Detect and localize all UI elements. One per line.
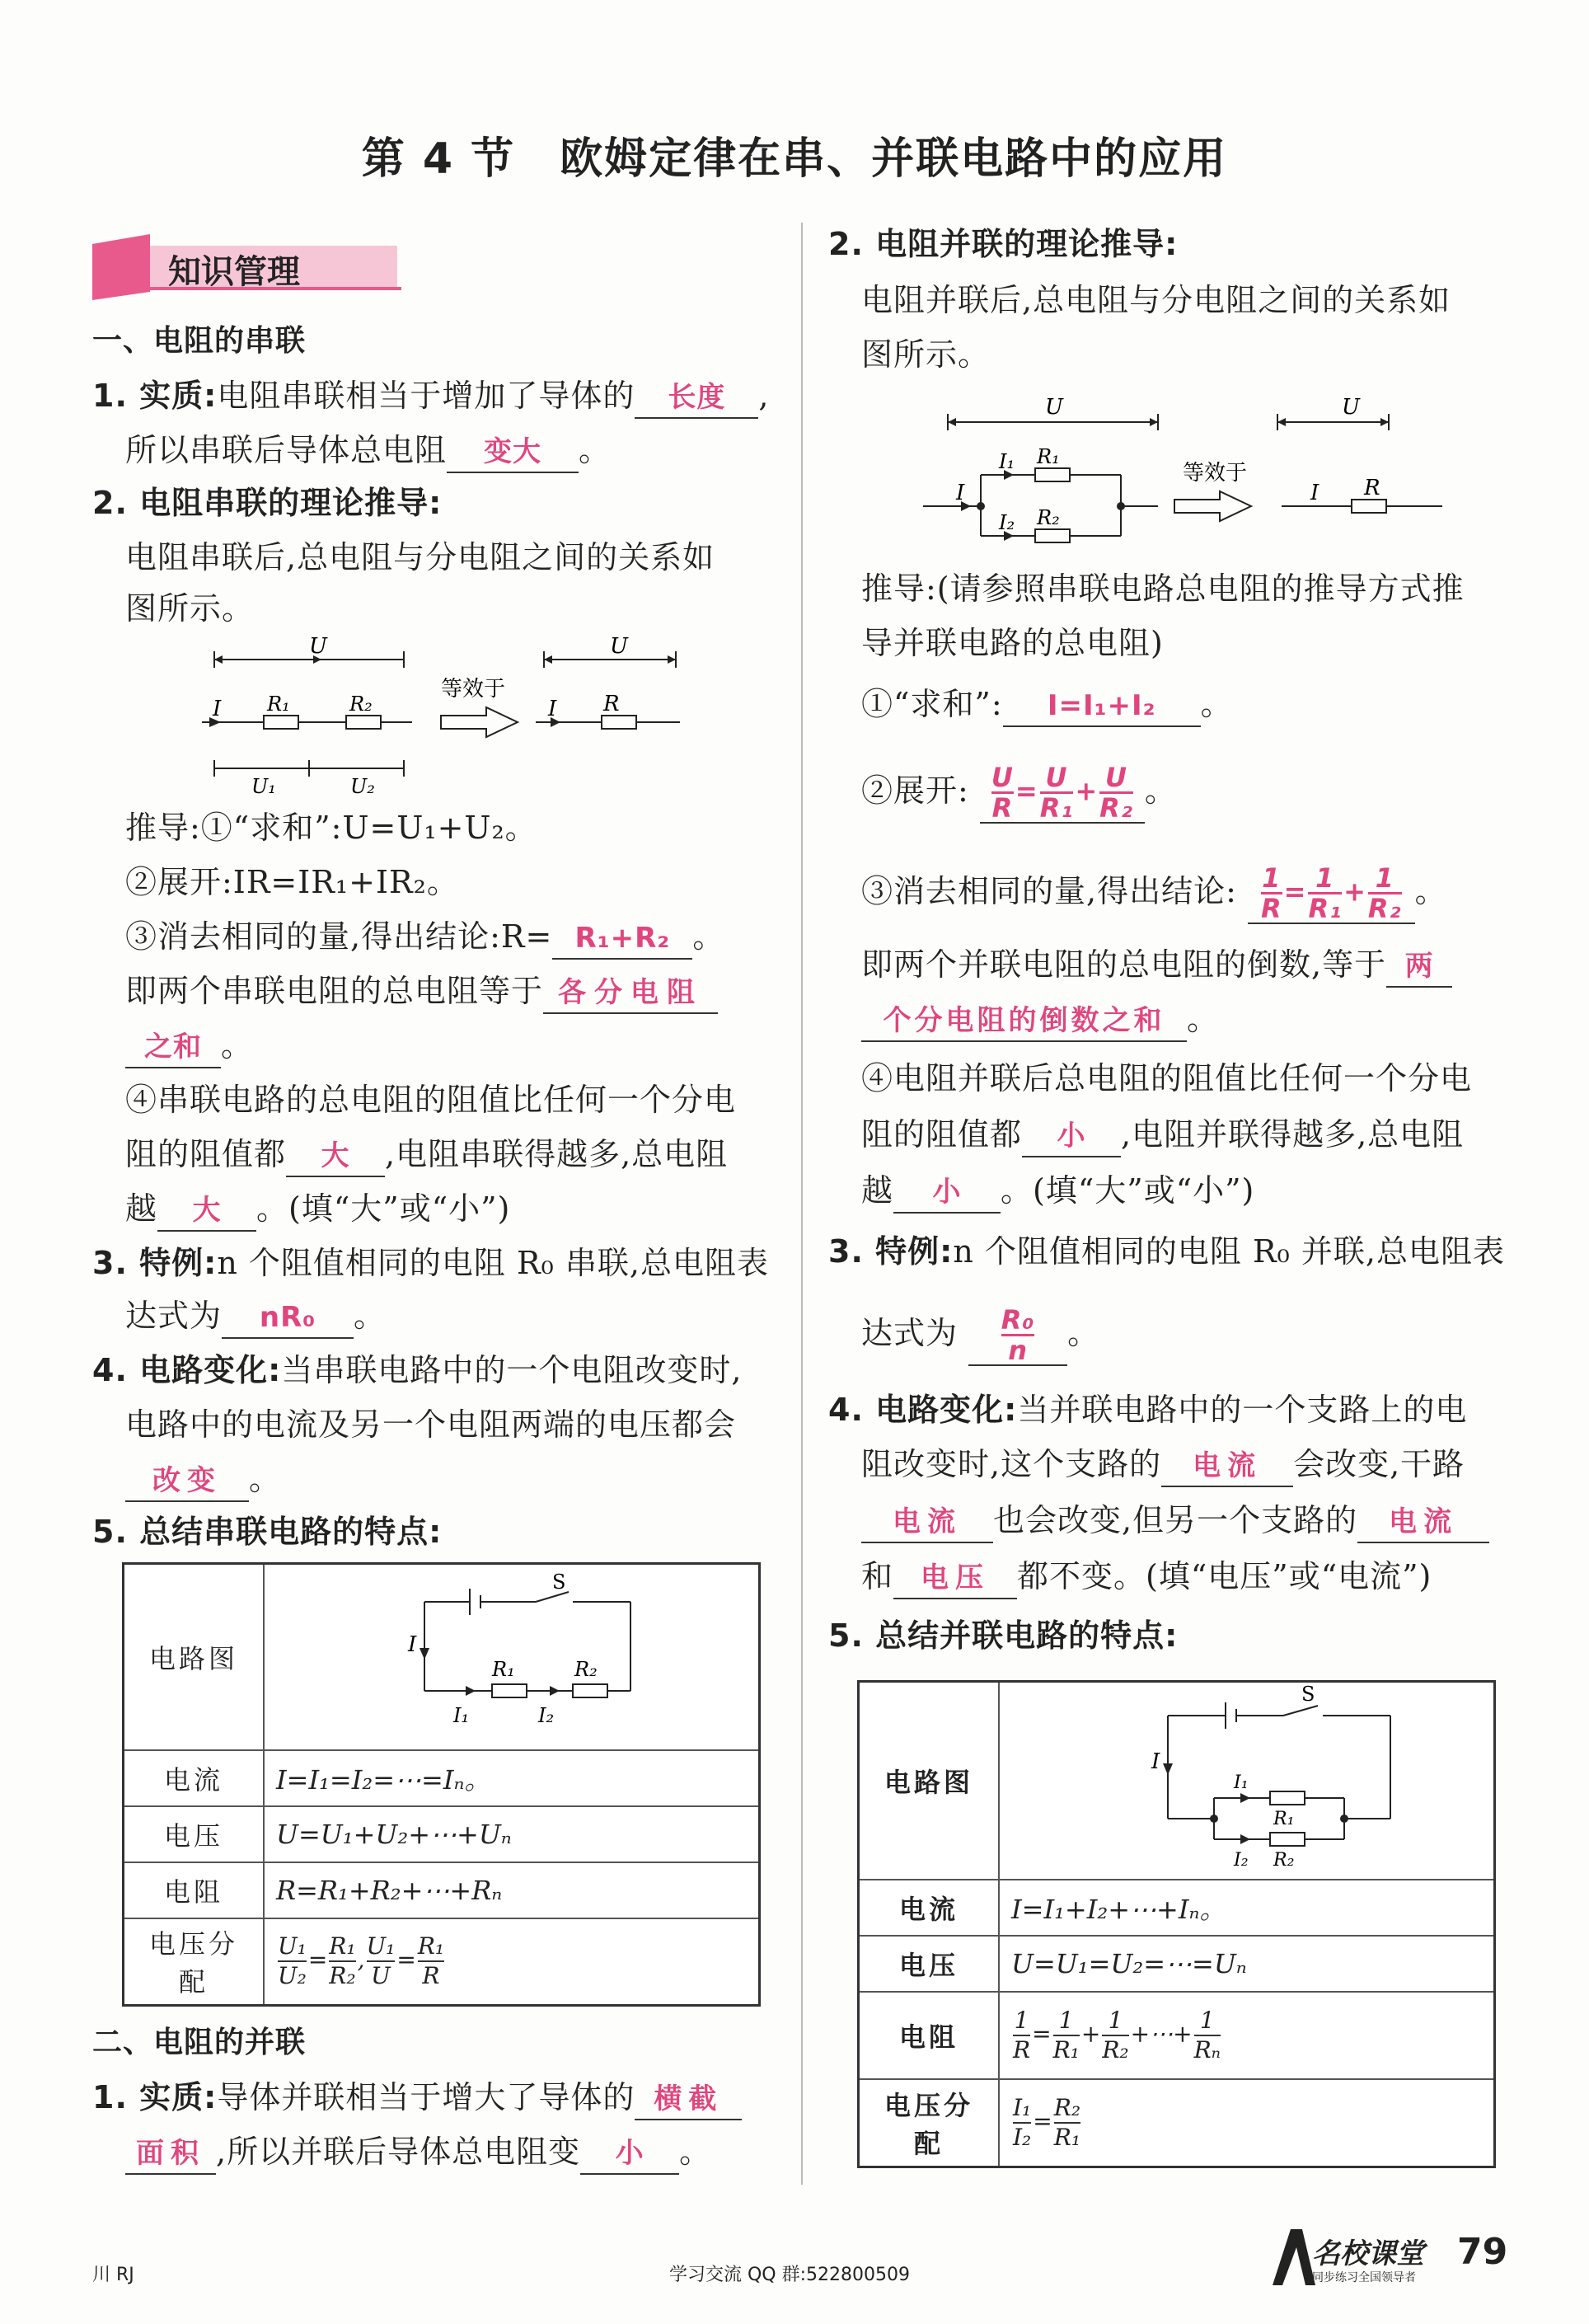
label-i: I [1151,1749,1160,1774]
series-table-circuit [264,1564,760,1750]
answer-blank: 大 [286,1136,385,1177]
frac-den: R [1260,893,1282,924]
left-par-1b: 面积 ,所以并联后导体总电阻变 小 。 [125,2132,711,2175]
row-header: 电流 [124,1750,265,1806]
label-r1: R₁ [1037,445,1060,468]
answer-blank: 小 [1022,1116,1121,1157]
section-heading-series: 一、电阻的串联 [92,324,307,358]
answer-blank: 之和 [125,1027,221,1068]
answer-blank: 小 [580,2134,679,2175]
label-i: I [408,1631,417,1657]
label-u: U [1045,395,1063,420]
item-text: 当并联电路中的一个支路上的电 [1017,1392,1468,1428]
row-value-voltage-split: $\frac{\text{U₁}}{\text{U₂}}$ = $\frac{\text{R₁}}{\text{R₂}}$ , $\frac{\text{U₁}}{U}$ = $\frac{\text{R₁}}{R}$ [264,1918,760,2006]
label-r2: R₂ [1037,506,1060,529]
item-label: 4. 电路变化: [828,1392,1018,1428]
left-deriv-5b [125,1134,728,1177]
label-u1: U₁ [251,775,276,798]
left-par-1 [92,2078,742,2120]
row-header: 电压分配 [859,2079,1000,2167]
brand-a-icon [1269,2226,1319,2287]
label-i2: I₂ [999,511,1015,534]
deriv-text: ②展开: [861,772,969,809]
row-value: U=U₁=U₂=⋯=Uₙ [999,1936,1495,1992]
left-item-3 [92,1243,769,1283]
left-item-4c: 改变 。 [125,1459,281,1502]
left-item-1: 1. 实质:电阻串联相当于增加了导体的 长度 , [92,376,769,419]
frac-den: R₂ [1367,893,1402,924]
label-r2: R₂ [349,693,373,716]
item-text: 都不变。(填“电压”或“电流”) [1017,1558,1432,1594]
row-value: U=U₁+U₂+⋯+Uₙ [264,1806,760,1862]
item-text: n 个阻值相同的电阻 R₀ 并联,总电阻表 [953,1233,1505,1270]
right-item-4c [861,1500,1489,1543]
left-deriv-4 [125,971,718,1014]
right-item-2-text-a: 电阻并联后,总电阻与分电阻之间的关系如 [861,282,1451,318]
right-deriv-5c [861,1171,1254,1214]
row-value: I=I₁=I₂=⋯=Iₙ。 [264,1750,760,1806]
parallel-circuit-diagram [923,387,1484,552]
item-label: 1. 实质: [92,378,218,414]
parallel-loop-circuit [1011,1683,1473,1872]
frac-den: R₁ [1053,2123,1081,2151]
answer-blank: 面积 [125,2134,216,2175]
row-header: 电路图 [124,1564,265,1750]
answer-blank: I=I₁+I₂ [1003,686,1201,727]
frac-den: R₁ [1308,893,1343,924]
item-text: 和 [861,1558,894,1594]
answer-blank: 电流 [861,1502,993,1543]
right-deriv-0b: 导并联电路的总电阻) [861,625,1164,661]
label-equiv: 等效于 [441,677,506,702]
frac-num: U [1040,763,1074,794]
answer-blank: 横截 [635,2079,742,2120]
series-loop-circuit [276,1567,738,1740]
right-deriv-4b: 个分电阻的倒数之和 。 [861,999,1219,1042]
left-item-2-text-a: 电阻串联后,总电阻与分电阻之间的关系如 [125,539,715,575]
left-item-1b: 所以串联后导体总电阻 变大 。 [125,430,611,473]
answer-blank: 电流 [1161,1446,1293,1487]
right-item-4 [828,1390,1467,1430]
label-u2: U₂ [350,775,375,798]
frac-den: R [991,792,1014,824]
page-number: 79 [1457,2231,1508,2273]
footer-edition: 川 RJ [92,2265,134,2285]
label-equiv: 等效于 [1183,461,1248,486]
item-label: 4. 电路变化: [92,1352,282,1388]
right-deriv-0a: 推导:(请参照串联电路总电阻的推导方式推 [861,570,1465,607]
frac-den: I₂ [1013,2123,1032,2151]
label-i: I [213,697,222,721]
parallel-table-circuit [999,1682,1495,1880]
row-header: 电压分配 [124,1918,265,2006]
left-item-3b: 达式为 nR₀ 。 [125,1296,386,1339]
answer-blank: 个分电阻的倒数之和 [861,1001,1187,1042]
series-summary-table [122,1562,761,2007]
item-text: 导体并联相当于增大了导体的 [217,2079,635,2115]
column-divider [801,223,803,2185]
item-text: 会改变,干路 [1293,1446,1465,1482]
label-i1: I₁ [999,450,1015,473]
label-r: R [603,692,620,716]
left-deriv-2: ②展开:IR=IR₁+IR₂。 [125,864,459,900]
brand-name: 名校课堂 [1312,2237,1424,2270]
right-item-2-text-b: 图所示。 [861,336,991,373]
answer-blank: 变大 [447,432,579,473]
item-text: 所以串联后导体总电阻 [125,432,448,468]
frac-num: U₁ [367,1932,396,1962]
right-item-3 [828,1232,1505,1271]
left-deriv-1: 推导:①“求和”:U=U₁+U₂。 [125,810,537,846]
page-title: 第 4 节 欧姆定律在串、并联电路中的应用 [361,134,1228,184]
frac-den: R₂ [1102,2036,1129,2063]
answer-blank: 各分电阻 [543,973,718,1014]
frac-den: R₁ [1039,792,1074,824]
frac-den: U₂ [278,1962,307,1990]
answer-blank: nR₀ [222,1298,354,1339]
deriv-text: 越 [861,1172,894,1209]
left-item-4b: 电路中的电流及另一个电阻两端的电压都会 [125,1406,737,1443]
frac-den: R [422,1962,440,1990]
item-text: 也会改变,但另一个支路的 [993,1502,1358,1538]
frac-num: I₁ [1013,2094,1031,2124]
answer-blank: 大 [157,1190,256,1232]
frac-den: R₂ [1099,792,1133,824]
answer-blank: R₁+R₂ [552,918,692,960]
frac-num: R₁ [329,1932,355,1962]
right-deriv-1: ①“求和”: I=I₁+I₂ 。 [861,684,1233,727]
label-r: R [1364,476,1380,500]
frac-num: R₂ [1054,2094,1080,2124]
item-text: n 个阻值相同的电阻 R₀ 串联,总电阻表 [217,1245,769,1281]
label-u: U [309,636,327,659]
row-header: 电压 [859,1936,1000,1992]
row-value: R=R₁+R₂+⋯+Rₙ [264,1862,760,1918]
label-s: S [552,1570,566,1594]
frac-den: U [371,1962,391,1990]
label-r1: R₁ [1273,1809,1295,1829]
frac-num: U [991,762,1014,793]
label-i-right: I [1310,481,1319,505]
label-r1: R₁ [267,693,290,716]
label-i1: I₁ [453,1703,470,1727]
row-header: 电阻 [124,1862,265,1918]
footer-qq-group: 学习交流 QQ 群:522800509 [669,2265,911,2285]
section-badge [92,234,405,300]
label-r1: R₁ [492,1657,515,1681]
row-value: I=I₁+I₂+⋯+Iₙ。 [999,1880,1495,1936]
item-label: 3. 特例: [92,1245,218,1281]
label-i2: I₂ [1234,1850,1249,1871]
label-i1: I₁ [1234,1772,1249,1793]
frac-num: U [1099,763,1133,794]
right-deriv-2: ②展开: $\frac{U}{R}$ = $\frac{U}{\text{R₁}}$ + $\frac{U}{\text{R₂}}$ 。 [861,762,1177,824]
item-label: 3. 特例: [828,1233,954,1270]
frac-den: R [1013,2036,1031,2063]
left-item-2-text-b: 图所示。 [125,590,255,627]
right-item-4b [861,1444,1465,1487]
item-label: 1. 实质: [92,2079,218,2115]
deriv-text: 越 [125,1190,158,1227]
badge-label: 知识管理 [168,253,300,291]
label-r2: R₂ [1273,1850,1295,1871]
deriv-text: 阻的阻值都 [861,1116,1023,1153]
label-r2: R₂ [574,1657,598,1681]
left-item-2-label: 2. 电阻串联的理论推导: [92,485,443,521]
answer-blank: 长度 [635,378,758,419]
item-text: 阻改变时,这个支路的 [861,1446,1162,1482]
label-i2: I₂ [538,1703,555,1727]
section-heading-parallel: 二、电阻的并联 [92,2026,307,2059]
brand-logo [1269,2226,1451,2287]
answer-blank: 电流 [1357,1502,1489,1543]
item-text: 电阻串联相当于增加了导体的 [217,378,635,414]
deriv-text: 。(填“大”或“小”) [256,1190,511,1227]
row-value-current-split: $\frac{\text{I₁}}{\text{I₂}}$ = $\frac{\text{R₂}}{\text{R₁}}$ [999,2079,1495,2167]
deriv-text: ,电阻串联得越多,总电阻 [385,1136,729,1172]
frac-den: R₁ [1052,2036,1080,2063]
deriv-text: ,电阻并联得越多,总电阻 [1121,1116,1465,1153]
answer-blank: 改变 [125,1461,249,1502]
label-u-right: U [610,636,628,659]
answer-blank: 两 [1386,946,1452,988]
item-text: 达式为 [125,1298,223,1334]
row-header: 电阻 [859,1992,1000,2079]
row-value-resistance: $\frac{1}{R}$ = $\frac{1}{\text{R₁}}$ + $\frac{1}{\text{R₂}}$ +⋯+ $\frac{1}{\text{Rₙ}}$ [999,1992,1495,2079]
deriv-text: ③消去相同的量,得出结论:R= [125,918,553,955]
answer-fraction-special: $\frac{\text{R₀}}{n}$ [968,1306,1067,1366]
series-circuit-diagram [198,636,692,801]
frac-num: U₁ [278,1932,307,1962]
row-header: 电路图 [859,1682,1000,1880]
parallel-summary-table [857,1680,1496,2168]
deriv-text: ①“求和”: [861,686,1003,722]
right-item-2-label: 2. 电阻并联的理论推导: [828,226,1179,262]
item-text: ,所以并联后导体总电阻变 [216,2134,581,2170]
brand-slogan: 同步练习全国领导者 [1312,2271,1416,2284]
answer-blank: 电压 [893,1558,1017,1599]
left-deriv-5c [125,1189,510,1232]
answer-fraction-conclusion: $\frac{1}{R}$ = $\frac{1}{\text{R₁}}$ + $\frac{1}{\text{R₂}}$ [1248,864,1415,924]
deriv-text: 。(填“大”或“小”) [1001,1172,1255,1209]
frac-num: R₁ [418,1932,444,1962]
left-deriv-5a: ④串联电路的总电阻的阻值比任何一个分电 [125,1082,737,1118]
label-s: S [1301,1683,1315,1706]
right-deriv-3: ③消去相同的量,得出结论: $\frac{1}{R}$ = $\frac{1}{\text{R₁}}$ + $\frac{1}{\text{R₂}}$ 。 [861,862,1447,924]
deriv-text: 即两个串联电阻的总电阻等于 [125,973,544,1009]
right-deriv-4 [861,945,1452,988]
right-deriv-5b [861,1115,1464,1157]
right-item-3b: 达式为 $\frac{\text{R₀}}{n}$ 。 [861,1304,1100,1366]
left-item-5: 5. 总结串联电路的特点: [92,1514,443,1550]
deriv-text: 即两个并联电阻的总电阻的倒数,等于 [861,946,1387,983]
row-header: 电压 [124,1806,265,1862]
item-text: 当串联电路中的一个电阻改变时, [281,1352,743,1388]
label-u-right: U [1342,395,1360,420]
row-header: 电流 [859,1880,1000,1936]
right-deriv-5a: ④电阻并联后总电阻的阻值比任何一个分电 [861,1060,1473,1096]
right-item-4d [861,1556,1432,1599]
label-i-right: I [548,697,557,721]
right-item-5: 5. 总结并联电路的特点: [828,1617,1179,1654]
label-i: I [956,481,965,505]
answer-blank: 小 [893,1172,1001,1214]
item-text: 达式为 [861,1315,959,1351]
left-deriv-3: ③消去相同的量,得出结论:R= R₁+R₂ 。 [125,917,724,960]
deriv-text: 阻的阻值都 [125,1136,287,1172]
left-item-4 [92,1350,742,1390]
frac-den: R₂ [329,1962,356,1990]
deriv-text: ③消去相同的量,得出结论: [861,873,1237,909]
answer-fraction-expand: $\frac{U}{R}$ = $\frac{U}{\text{R₁}}$ + $\frac{U}{\text{R₂}}$ [980,763,1145,824]
left-deriv-4b: 之和 。 [125,1026,253,1068]
